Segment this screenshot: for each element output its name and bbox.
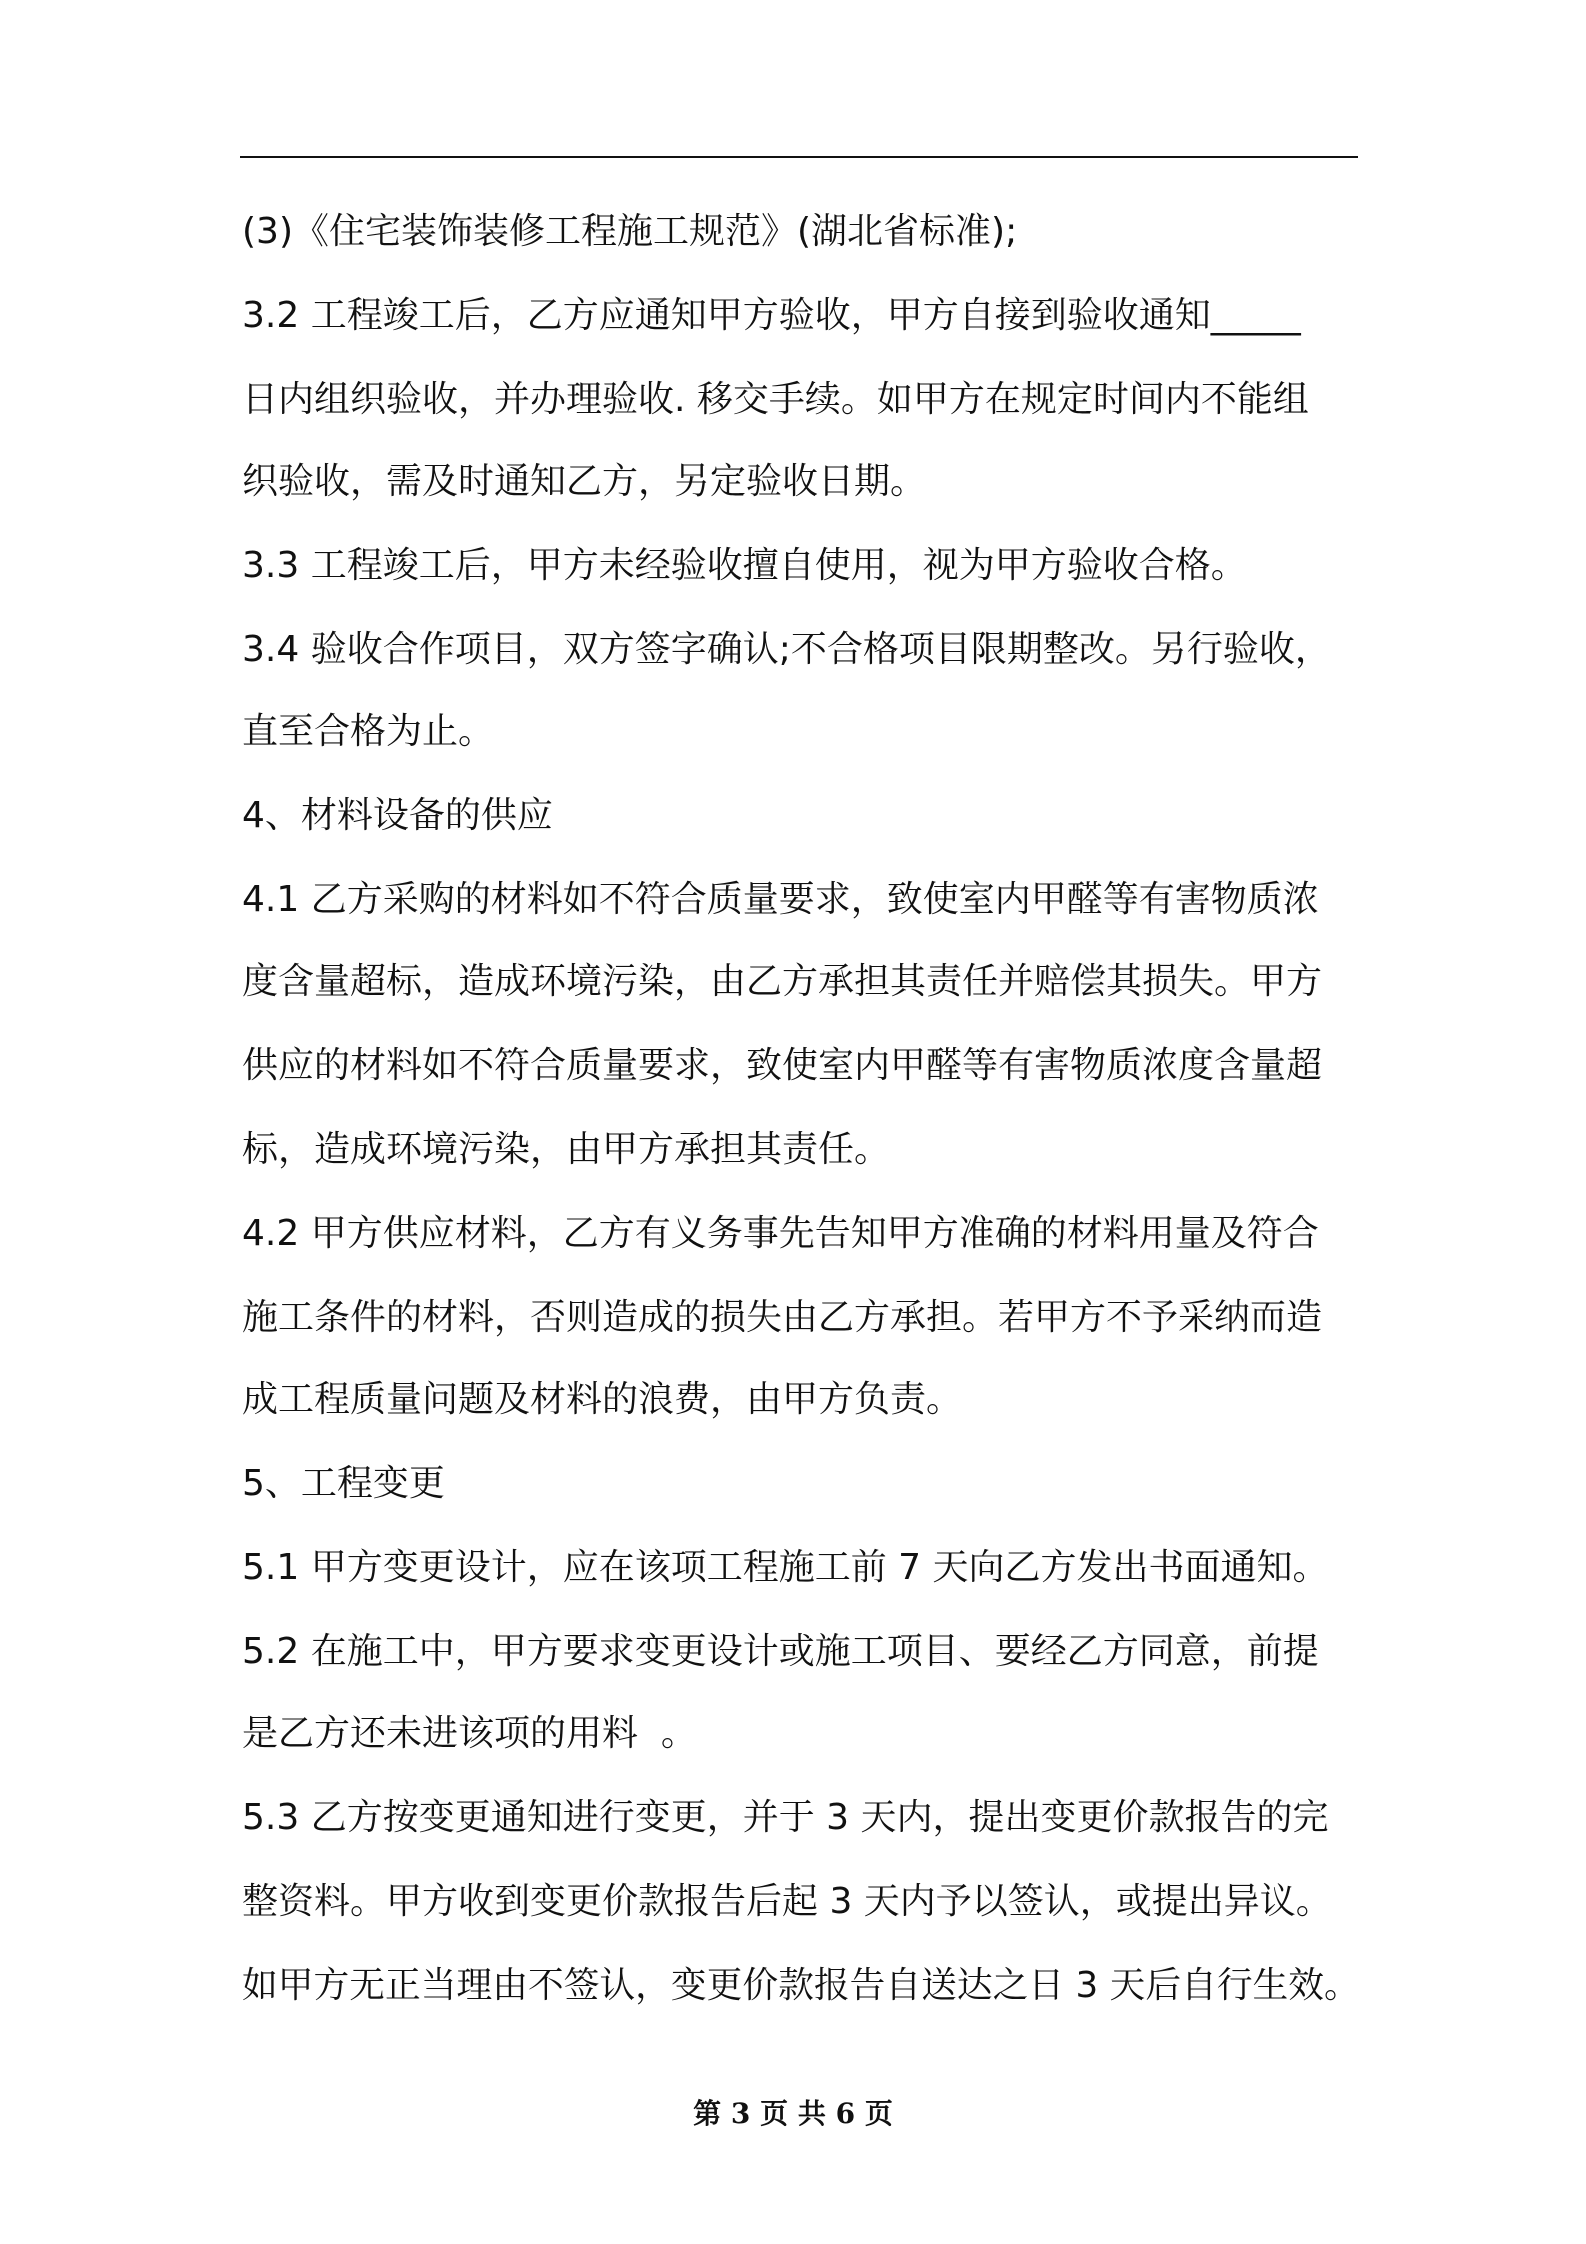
text-line: 标，造成环境污染，由甲方承担其责任。 <box>242 1129 891 1170</box>
text-line: 4.1 乙方采购的材料如不符合质量要求，致使室内甲醛等有害物质浓 <box>242 879 1319 920</box>
text-line: 供应的材料如不符合质量要求，致使室内甲醛等有害物质浓度含量超 <box>242 1045 1323 1086</box>
text-line: (3)《住宅装饰装修工程施工规范》(湖北省标准); <box>242 211 1018 252</box>
text-line: 5.2 在施工中，甲方要求变更设计或施工项目、要经乙方同意，前提 <box>242 1631 1319 1672</box>
text-line: 是乙方还未进该项的用料 。 <box>242 1713 697 1754</box>
section-heading: 5、工程变更 <box>242 1463 445 1504</box>
header-rule <box>240 156 1358 158</box>
text-line: 度含量超标，造成环境污染，由乙方承担其责任并赔偿其损失。甲方 <box>242 961 1323 1002</box>
text-line: 施工条件的材料，否则造成的损失由乙方承担。若甲方不予采纳而造 <box>242 1297 1323 1338</box>
text-line: 直至合格为止。 <box>242 711 495 752</box>
text-line: 成工程质量问题及材料的浪费，由甲方负责。 <box>242 1379 963 1420</box>
text-line: 整资料。甲方收到变更价款报告后起 3 天内予以签认，或提出异议。 <box>242 1881 1332 1922</box>
text-line: 3.2 工程竣工后，乙方应通知甲方验收，甲方自接到验收通知_____ <box>242 295 1301 336</box>
text-line: 3.3 工程竣工后，甲方未经验收擅自使用，视为甲方验收合格。 <box>242 545 1247 586</box>
text-line: 3.4 验收合作项目，双方签字确认;不合格项目限期整改。另行验收， <box>242 629 1331 670</box>
text-line: 5.3 乙方按变更通知进行变更，并于 3 天内，提出变更价款报告的完 <box>242 1797 1329 1838</box>
text-line: 织验收，需及时通知乙方，另定验收日期。 <box>242 461 927 502</box>
text-line: 日内组织验收，并办理验收. 移交手续。如甲方在规定时间内不能组 <box>242 379 1309 420</box>
text-line: 5.1 甲方变更设计，应在该项工程施工前 7 天向乙方发出书面通知。 <box>242 1547 1329 1588</box>
text-line: 4.2 甲方供应材料，乙方有义务事先告知甲方准确的材料用量及符合 <box>242 1213 1319 1254</box>
section-heading: 4、材料设备的供应 <box>242 795 553 836</box>
text-line: 如甲方无正当理由不签认，变更价款报告自送达之日 3 天后自行生效。 <box>242 1965 1360 2006</box>
page-footer: 第 3 页 共 6 页 <box>693 2097 893 2130</box>
